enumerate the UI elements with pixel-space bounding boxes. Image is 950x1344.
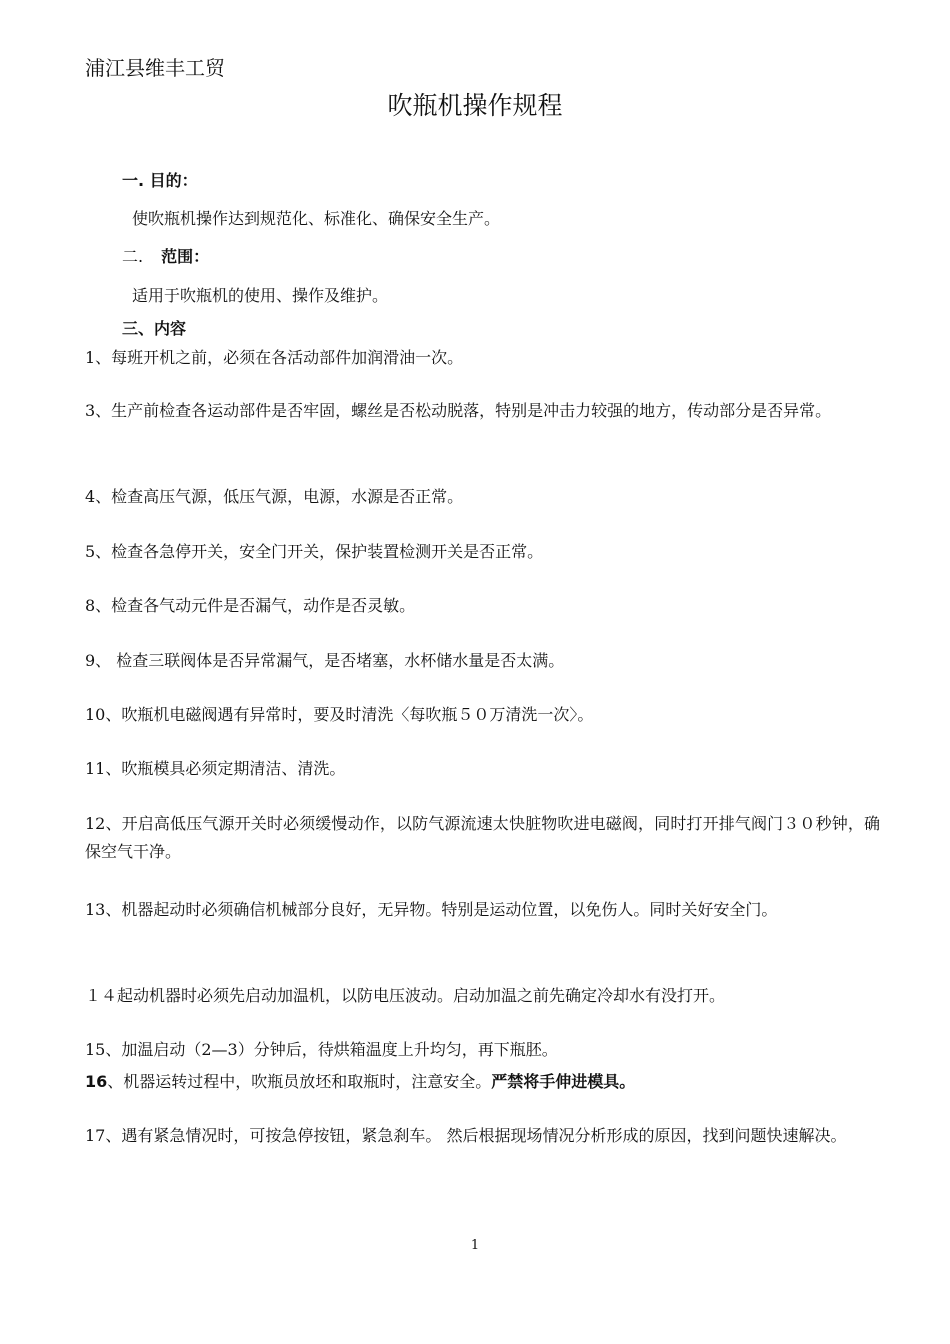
page-number: 1 [470,1238,480,1253]
list-item-safety-warning [85,1068,880,1097]
list-item: 11、吹瓶模具必须定期清洁、清洗。 [85,759,346,778]
company-name: 浦江县维丰工贸 [85,56,225,80]
list-item: １４起动机器时必须先启动加温机，以防电压波动。启动加温之前先确定冷却水有没打开。 [85,986,726,1005]
list-item: 8、检查各气动元件是否漏气，动作是否灵敏。 [85,596,416,615]
section-content-heading: 三、内容 [122,319,187,338]
section-scope-number: 二. [122,247,144,266]
list-item: 12、开启高低压气源开关时必须缓慢动作，以防气源流速太快脏物吹进电磁阀，同时打开排气阀门３０秒钟，确保空气干净。 [85,814,880,861]
list-item: 5、检查各急停开关，安全门开关，保护装置检测开关是否正常。 [85,542,544,561]
section-scope-heading [122,244,209,267]
item-text: 、机器运转过程中，吹瓶员放坯和取瓶时，注意安全。 [107,1072,492,1091]
list-item: 15、加温启动（2—3）分钟后，待烘箱温度上升均匀，再下瓶胚。 [85,1040,558,1059]
list-item: 3、生产前检查各运动部件是否牢固，螺丝是否松动脱落，特别是冲击力较强的地方，传动部分是否异常。 [85,401,832,420]
item-number: 16 [85,1072,108,1091]
list-item: 1、每班开机之前，必须在各活动部件加润滑油一次。 [85,348,464,367]
document-title: 吹瓶机操作规程 [387,91,563,120]
list-item: 13、机器起动时必须确信机械部分良好，无异物。特别是运动位置，以免伤人。同时关好安全门。 [85,900,778,919]
list-item: 9、 检查三联阀体是否异常漏气，是否堵塞，水杯储水量是否太满。 [85,651,565,670]
section-purpose-text: 使吹瓶机操作达到规范化、标准化、确保安全生产。 [132,209,501,228]
section-scope-label: 范围： [161,247,210,266]
list-item: 10、吹瓶机电磁阀遇有异常时，要及时清洗〈每吹瓶５０万清洗一次〉。 [85,705,594,724]
safety-warning: 严禁将手伸进模具。 [491,1072,636,1091]
list-item: 17、遇有紧急情况时，可按急停按钮，紧急刹车。 然后根据现场情况分析形成的原因，找到问题快速解决。 [85,1126,847,1145]
section-purpose-heading: 一. 目的： [122,171,198,190]
section-scope-text: 适用于吹瓶机的使用、操作及维护。 [132,286,389,305]
list-item: 4、检查高压气源，低压气源，电源，水源是否正常。 [85,487,464,506]
